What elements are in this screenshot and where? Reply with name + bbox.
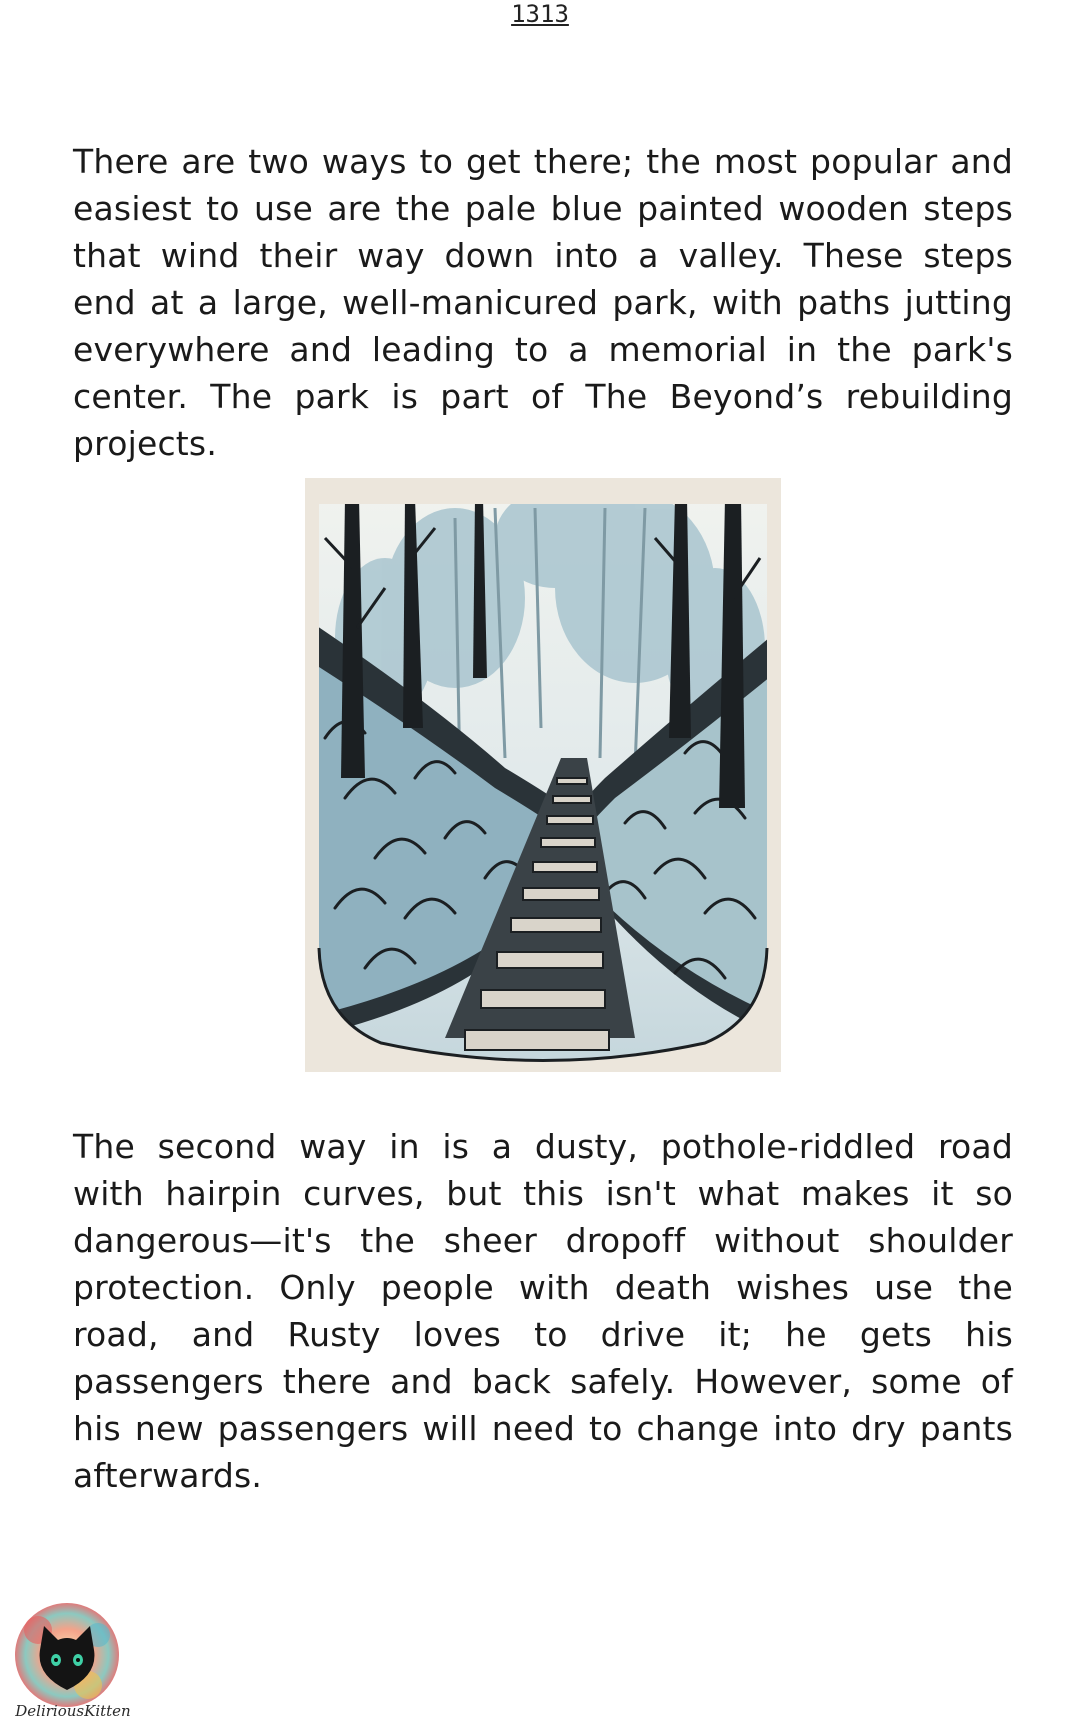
illustration-svg (305, 478, 781, 1072)
paragraph-2: The second way in is a dusty, pothole-riddled road with hairpin curves, but this isn't what makes it so dangerous—it's the sheer dropoff without shoulder protection. Only people with death wishes use the road, and Rusty loves to drive it; he gets his passengers there and back safely. However, some of his new passengers will need to change into dry pants afterwards. (73, 1127, 1013, 1495)
page-number: 1313 (511, 0, 569, 28)
paragraph-1: There are two ways to get there; the most popular and easiest to use are the pale blue painted wooden steps that wind their way down into a valley. These steps end at a large, well-manicured park, with paths jutting everywhere and leading to a memorial in the park's center. The park is part of The Beyond’s rebuilding projects. (73, 142, 1013, 463)
logo-text: DeliriousKitten (15, 1702, 131, 1720)
deliriouskitten-logo (8, 1600, 131, 1722)
black-cat-icon (8, 1600, 126, 1710)
forest-steps-illustration (305, 478, 781, 1072)
